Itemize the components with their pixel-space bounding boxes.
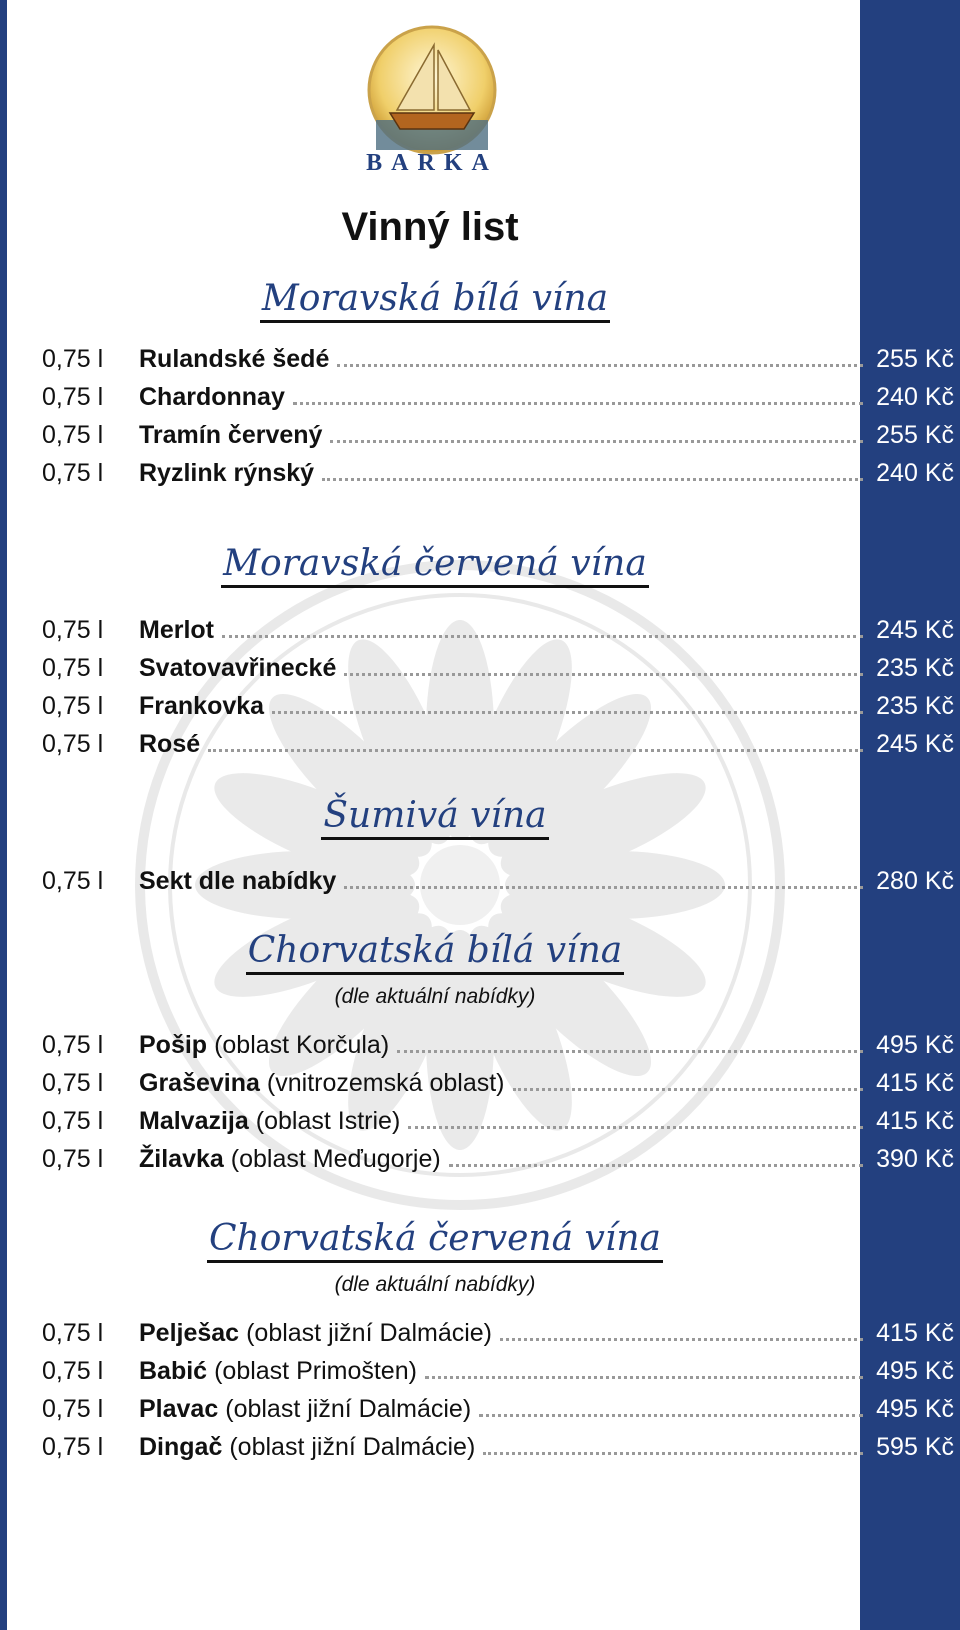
volume: 0,75 l <box>42 345 104 373</box>
wine-row <box>42 1316 960 1350</box>
wine-region: (vnitrozemská oblast) <box>266 1069 505 1097</box>
price: 280 Kč <box>876 867 954 895</box>
price: 245 Kč <box>876 616 954 644</box>
wine-row <box>42 1392 960 1426</box>
volume: 0,75 l <box>42 1107 104 1135</box>
wine-name: Frankovka <box>139 692 265 720</box>
price: 415 Kč <box>876 1107 954 1135</box>
wine-row <box>42 456 960 490</box>
volume: 0,75 l <box>42 1357 104 1385</box>
price: 235 Kč <box>876 654 954 682</box>
volume: 0,75 l <box>42 1433 104 1461</box>
wine-name: Merlot <box>139 616 214 644</box>
price: 245 Kč <box>876 730 954 758</box>
page-title: Vinný list <box>341 205 519 249</box>
wine-row <box>42 689 960 723</box>
price: 595 Kč <box>876 1433 954 1461</box>
price: 415 Kč <box>876 1069 954 1097</box>
section-title-moravian-white: Moravská bílá vína <box>0 278 870 319</box>
price: 235 Kč <box>876 692 954 720</box>
wine-region: (oblast Meďugorje) <box>230 1145 441 1173</box>
section-title-sparkling: Šumivá vína <box>0 795 870 836</box>
wine-row <box>42 1430 960 1464</box>
wine-row <box>42 613 960 647</box>
wine-region: (oblast jižní Dalmácie) <box>225 1395 472 1423</box>
wine-region: (oblast Korčula) <box>214 1031 390 1059</box>
wine-row <box>42 727 960 761</box>
wine-row <box>42 380 960 414</box>
volume: 0,75 l <box>42 867 104 895</box>
wine-name: Rosé <box>139 730 201 758</box>
wine-row <box>42 651 960 685</box>
wine-name: Chardonnay <box>139 383 285 411</box>
brand-name: BARKA <box>366 150 498 176</box>
volume: 0,75 l <box>42 1145 104 1173</box>
volume: 0,75 l <box>42 1031 104 1059</box>
wine-row <box>42 1066 960 1100</box>
wine-region: (oblast jižní Dalmácie) <box>246 1319 493 1347</box>
volume: 0,75 l <box>42 421 104 449</box>
wine-name: Dingač <box>139 1433 223 1461</box>
wine-name: Sekt dle nabídky <box>139 867 337 895</box>
volume: 0,75 l <box>42 654 104 682</box>
wine-row <box>42 342 960 376</box>
section-subtitle: (dle aktuální nabídky) <box>334 1273 536 1296</box>
volume: 0,75 l <box>42 692 104 720</box>
volume: 0,75 l <box>42 1395 104 1423</box>
section-title-moravian-red: Moravská červená vína <box>0 543 870 584</box>
wine-name: Graševina <box>139 1069 260 1097</box>
wine-name: Svatovavřinecké <box>139 654 337 682</box>
price: 255 Kč <box>876 421 954 449</box>
section-subtitle: (dle aktuální nabídky) <box>334 985 536 1008</box>
wine-name: Babić <box>139 1357 208 1385</box>
price: 240 Kč <box>876 459 954 487</box>
wine-name: Rulandské šedé <box>139 345 330 373</box>
section-title-croatian-red: Chorvatská červená vína <box>0 1218 870 1259</box>
volume: 0,75 l <box>42 383 104 411</box>
wine-row <box>42 864 960 898</box>
price: 255 Kč <box>876 345 954 373</box>
wine-name: Tramín červený <box>139 421 323 449</box>
wine-name: Malvazija <box>139 1107 249 1135</box>
volume: 0,75 l <box>42 459 104 487</box>
price: 495 Kč <box>876 1357 954 1385</box>
price: 240 Kč <box>876 383 954 411</box>
wine-name: Žilavka <box>139 1145 224 1173</box>
wine-name: Plavac <box>139 1395 219 1423</box>
wine-row <box>42 1104 960 1138</box>
volume: 0,75 l <box>42 1319 104 1347</box>
wine-row <box>42 1028 960 1062</box>
wine-name: Pelješac <box>139 1319 240 1347</box>
wine-name: Ryzlink rýnský <box>139 459 315 487</box>
wine-region: (oblast Istrie) <box>255 1107 401 1135</box>
wine-region: (oblast Primošten) <box>214 1357 417 1385</box>
price: 390 Kč <box>876 1145 954 1173</box>
wine-name: Pošip <box>139 1031 208 1059</box>
wine-row <box>42 1354 960 1388</box>
section-title-croatian-white: Chorvatská bílá vína <box>0 930 870 971</box>
volume: 0,75 l <box>42 730 104 758</box>
wine-row <box>42 1142 960 1176</box>
wine-row <box>42 418 960 452</box>
volume: 0,75 l <box>42 1069 104 1097</box>
price: 495 Kč <box>876 1395 954 1423</box>
price: 415 Kč <box>876 1319 954 1347</box>
price: 495 Kč <box>876 1031 954 1059</box>
wine-region: (oblast jižní Dalmácie) <box>229 1433 476 1461</box>
volume: 0,75 l <box>42 616 104 644</box>
